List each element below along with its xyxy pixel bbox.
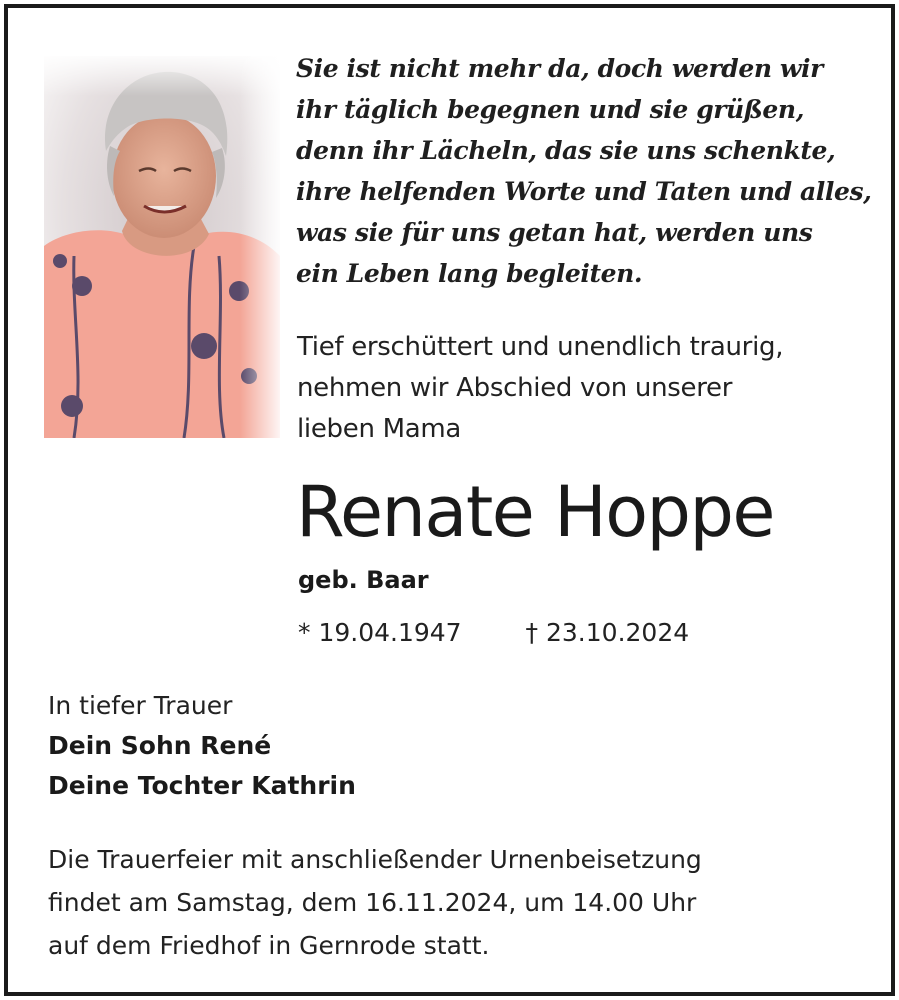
service-line: auf dem Friedhof in Gernrode statt. — [48, 931, 490, 960]
mourner-name: Dein Sohn René — [48, 731, 272, 760]
mourners-block — [48, 686, 356, 806]
birth-date: * 19.04.1947 — [298, 618, 462, 647]
portrait-illustration — [44, 56, 280, 438]
life-dates — [298, 615, 689, 651]
poem-line: Sie ist nicht mehr da, doch werden wir — [296, 54, 823, 83]
poem-block — [296, 48, 872, 294]
intro-block — [297, 327, 857, 450]
service-info — [48, 838, 848, 967]
service-line: findet am Samstag, dem 16.11.2024, um 14.00 Uhr — [48, 888, 697, 917]
maiden-name: geb. Baar — [298, 566, 429, 594]
mourner-name: Deine Tochter Kathrin — [48, 771, 356, 800]
poem-line: was sie für uns getan hat, werden uns — [296, 218, 813, 247]
poem-line: ihr täglich begegnen und sie grüßen, — [296, 95, 805, 124]
mourners-heading: In tiefer Trauer — [48, 691, 233, 720]
poem-line: denn ihr Lächeln, das sie uns schenkte, — [296, 136, 836, 165]
death-date: † 23.10.2024 — [525, 618, 690, 647]
poem-line: ihre helfenden Worte und Taten und alles, — [296, 177, 872, 206]
intro-line: lieben Mama — [297, 414, 462, 444]
service-line: Die Trauerfeier mit anschließender Urnenbeisetzung — [48, 845, 702, 874]
portrait-photo — [44, 56, 280, 438]
poem-line: ein Leben lang begleiten. — [296, 259, 643, 288]
deceased-name: Renate Hoppe — [296, 471, 774, 553]
intro-line: Tief erschüttert und unendlich traurig, — [297, 332, 784, 362]
intro-line: nehmen wir Abschied von unserer — [297, 373, 733, 403]
